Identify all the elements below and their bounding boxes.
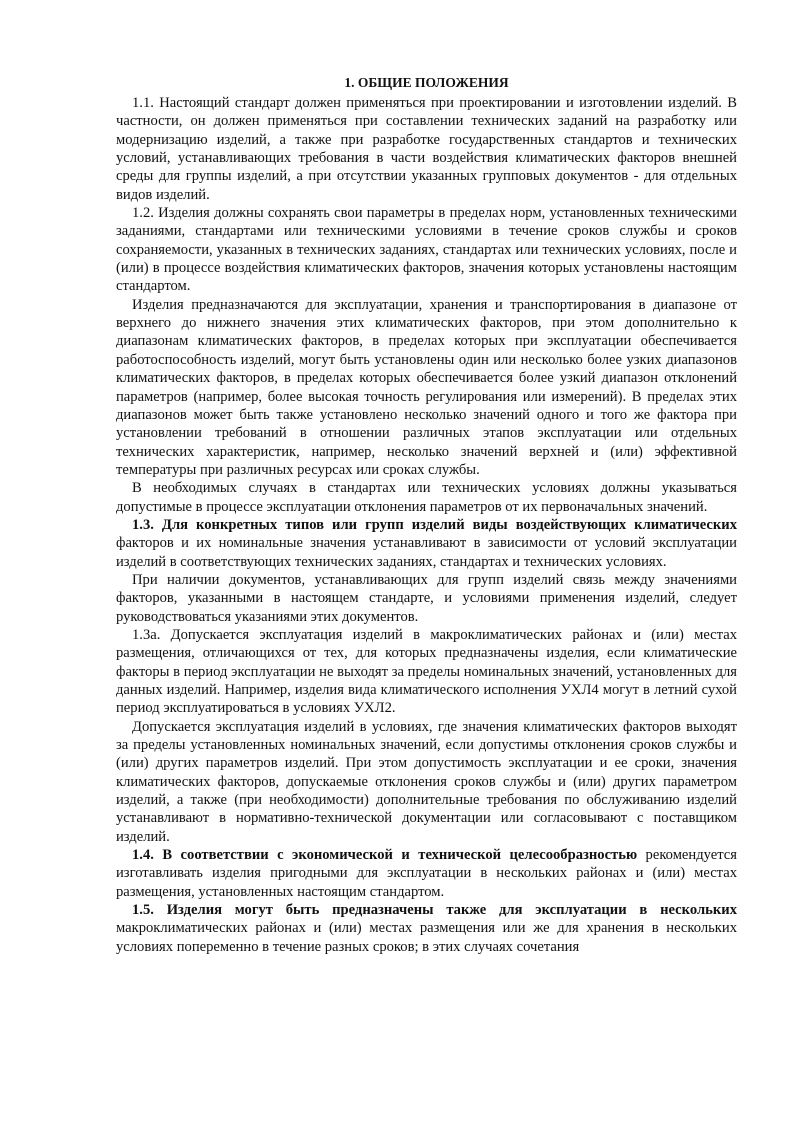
paragraph-text: При наличии документов, устанавливающих для групп изделий связь между значениями факторов, указанными в настоящем стандарте, и условиями применения изделий, следует руководствоваться указаниями этих документов. [116,571,737,625]
section-heading: 1. ОБЩИЕ ПОЛОЖЕНИЯ [344,75,509,90]
paragraph-text: В необходимых случаях в стандартах или технических условиях должны указываться допустимые в процессе эксплуатации отклонения параметров от их первоначальных значений. [116,480,737,515]
paragraph-1-5 [116,901,737,956]
paragraph-1-3 [116,516,737,571]
paragraph-text: Допускается эксплуатация изделий в условиях, где значения климатических факторов выходят за пределы установленных номинальных значений, если допустимы отклонения сроков службы и (или) других параметров изделий. При этом допустимость эксплуатации и ее сроки, значения климатических факторов, допускаемые отклонения сроков службы и (или) других параметром изделий, а также (при необходимости) дополнительные требования по обслуживанию изделий устанавливают в нормативно-технической документации или согласовывают с поставщиком изделий. [116,718,737,845]
paragraph-ranges [116,296,737,479]
paragraph-text: макроклиматических районах и (или) местах размещения или же для хранения в нескольких условиях попеременно в течение разных сроков; в этих случаях сочетания [116,920,737,955]
paragraph-exceeding-values [116,718,737,846]
paragraph-bold-lead: 1.4. В соответствии с экономической и технической целесообразностью [132,847,638,864]
paragraph-text: 1.2. Изделия должны сохранять свои параметры в пределах норм, установленных техническими заданиями, стандартами или техническими условиями в течение сроков службы и сроков сохраняемости, указанных в технических заданиях, стандартах или технических условиях, после и (или) в процессе воздействия климатических факторов, значения которых установлены настоящим стандартом. [116,205,737,295]
paragraph-1-2 [116,204,737,296]
document-page [116,73,737,956]
paragraph-deviations [116,479,737,516]
paragraph-1-3a [116,626,737,718]
paragraph-text: 1.1. Настоящий стандарт должен применяться при проектировании и изготовлении изделий. В частности, он должен применяться при составлении технических заданий на разработку или модернизацию изделий, а также при разработке государственных стандартов и технических условий, устанавливающих требования в части воздействия климатических факторов внешней среды для группы изделий, а при отсутствии указанных групповых документов - для отдельных видов изделий. [116,95,737,203]
paragraph-text: факторов и их номинальные значения устанавливают в зависимости от условий эксплуатации изделий в соответствующих технических заданиях, стандартах и технических условиях. [116,535,737,570]
paragraph-text: Изделия предназначаются для эксплуатации, хранения и транспортирования в диапазоне от верхнего до нижнего значения этих климатических факторов, при этом дополнительно к диапазонам климатических факторов, в пределах которых при эксплуатации обеспечивается работоспособность изделий, могут быть установлены один или несколько более узких диапазонов климатических факторов, в пределах которых обеспечивается более узкий диапазон отклонений параметров (например, более высокая точность регулирования или измерений). В пределах этих диапазонов может быть также установлено несколько значений одного и того же фактора при установлении требований в отношении различных этапов эксплуатации или отдельных технических характеристик, например, несколько значений верхней и (или) эффективной температуры при различных ресурсах или сроках службы. [116,296,737,478]
paragraph-1-1 [116,94,737,204]
paragraph-group-documents [116,571,737,626]
paragraph-text: рекомендуется изготавливать изделия пригодными для эксплуатации в нескольких районах и (или) местах размещения, установленных настоящим стандартом. [116,847,737,900]
paragraph-bold-lead: 1.3. Для конкретных типов или групп изделий виды воздействующих климатических [132,516,737,533]
paragraph-bold-lead: 1.5. Изделия могут быть предназначены также для эксплуатации в нескольких [132,902,737,919]
paragraph-1-4 [116,846,737,901]
paragraph-text: 1.3а. Допускается эксплуатация изделий в макроклиматических районах и (или) местах размещения, отличающихся от тех, для которых предназначены изделия, если климатические факторы в период эксплуатации не выходят за пределы номинальных значений, установленных для данных изделий. Например, изделия вида климатического исполнения УХЛ4 могут в летний сухой период эксплуатироваться в условиях УХЛ2. [116,626,737,717]
